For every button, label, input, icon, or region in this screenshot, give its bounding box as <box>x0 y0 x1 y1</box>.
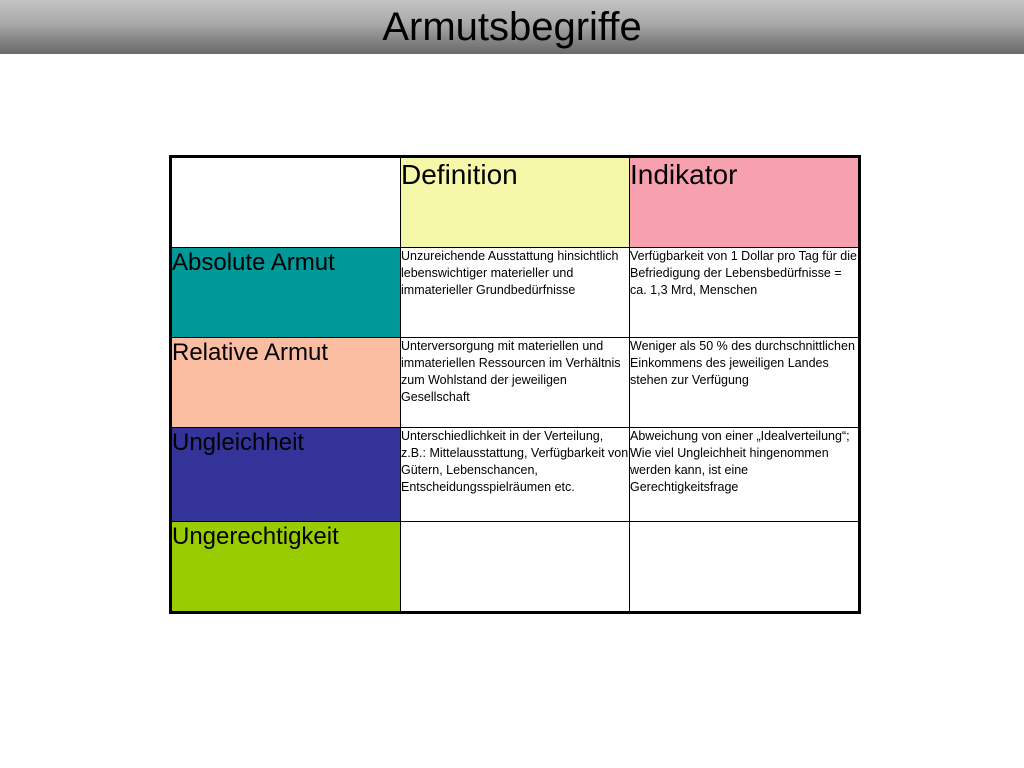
definition-cell: Unterschiedlichkeit in der Verteilung, z.B.: Mittelausstattung, Verfügbarkeit von Gütern, Lebenschancen, Entscheidungsspielräumen etc. <box>401 428 630 522</box>
slide-title: Armutsbegriffe <box>382 5 642 49</box>
row-label-absolute-armut: Absolute Armut <box>171 248 401 338</box>
header-definition: Definition <box>401 157 630 248</box>
table-row <box>171 522 860 613</box>
row-label-relative-armut: Relative Armut <box>171 338 401 428</box>
indikator-cell: Verfügbarkeit von 1 Dollar pro Tag für die Befriedigung der Lebensbedürfnisse = ca. 1,3 Mrd, Menschen <box>630 248 860 338</box>
indikator-cell: Weniger als 50 % des durchschnittlichen Einkommens des jeweiligen Landes stehen zur Verfügung <box>630 338 860 428</box>
table-header-row <box>171 157 860 248</box>
poverty-concepts-table <box>169 155 861 614</box>
row-label-ungleichheit: Ungleichheit <box>171 428 401 522</box>
definition-cell <box>401 522 630 613</box>
title-bar <box>0 0 1024 54</box>
header-empty-cell <box>171 157 401 248</box>
row-label-ungerechtigkeit: Ungerechtigkeit <box>171 522 401 613</box>
table-row <box>171 338 860 428</box>
table-row <box>171 248 860 338</box>
definition-cell: Unterversorgung mit materiellen und immateriellen Ressourcen im Verhältnis zum Wohlstand der jeweiligen Gesellschaft <box>401 338 630 428</box>
indikator-cell <box>630 522 860 613</box>
indikator-cell: Abweichung von einer „Idealverteilung“; Wie viel Ungleichheit hingenommen werden kann, ist eine Gerechtigkeitsfrage <box>630 428 860 522</box>
header-indikator: Indikator <box>630 157 860 248</box>
definition-cell: Unzureichende Ausstattung hinsichtlich lebenswichtiger materieller und immaterieller Grundbedürfnisse <box>401 248 630 338</box>
table-row <box>171 428 860 522</box>
